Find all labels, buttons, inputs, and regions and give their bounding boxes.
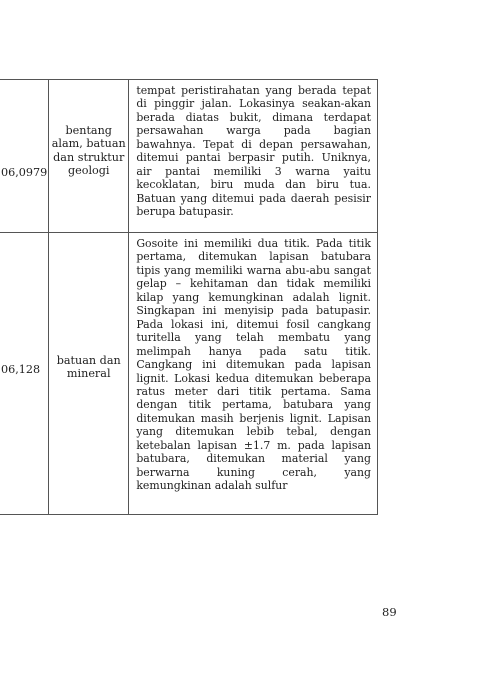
category-value: batuan dan mineral: [56, 354, 121, 381]
category-value: bentang alam, batuan dan struktur geologi: [51, 124, 126, 178]
description-cell: Gosoite ini memiliki dua titik. Pada titik pertama, ditemukan lapisan batubara tipis yang memiliki warna abu-abu sangat gelap – kehitaman dan tidak memiliki kilap yang kemungkinan adalah lignit. Singkapan ini menyisip pada batupasir. Pada lokasi ini, ditemui fosil cangkang turitella yang telah membatu yang melimpah hanya pada satu titik. Cangkang ini ditemukan pada lapisan lignit. Lokasi kedua ditemukan beberapa ratus meter dari titik pertama. Sama dengan titik pertama, batubara yang ditemukan masih berjenis lignit. Lapisan yang ditemukan lebib tebal, dengan ketebalan lapisan ±1.7 m. pada lapisan batubara, ditemukan material yang berwarna kuning cerah, yang kemungkinan adalah sulfur: [129, 233, 378, 515]
table-row: [0, 233, 378, 515]
category-cell: [49, 80, 129, 233]
coordinate-cell: [0, 80, 49, 233]
geosite-table: [0, 79, 378, 515]
table-row: [0, 80, 378, 233]
page-number: 89: [382, 605, 397, 619]
coordinate-cell: [0, 233, 49, 515]
category-cell: [49, 233, 129, 515]
description-cell: tempat peristirahatan yang berada tepat di pinggir jalan. Lokasinya seakan-akan berada diatas bukit, dimana terdapat persawahan warga pada bagian bawahnya. Tepat di depan persawahan, ditemui pantai berpasir putih. Uniknya, air pantai memiliki 3 warna yaitu kecoklatan, biru muda dan biru tua. Batuan yang ditemui pada daerah pesisir berupa batupasir.: [129, 80, 378, 233]
coordinate-value: 06,0979: [1, 166, 48, 179]
coordinate-value: 06,128: [1, 363, 41, 376]
